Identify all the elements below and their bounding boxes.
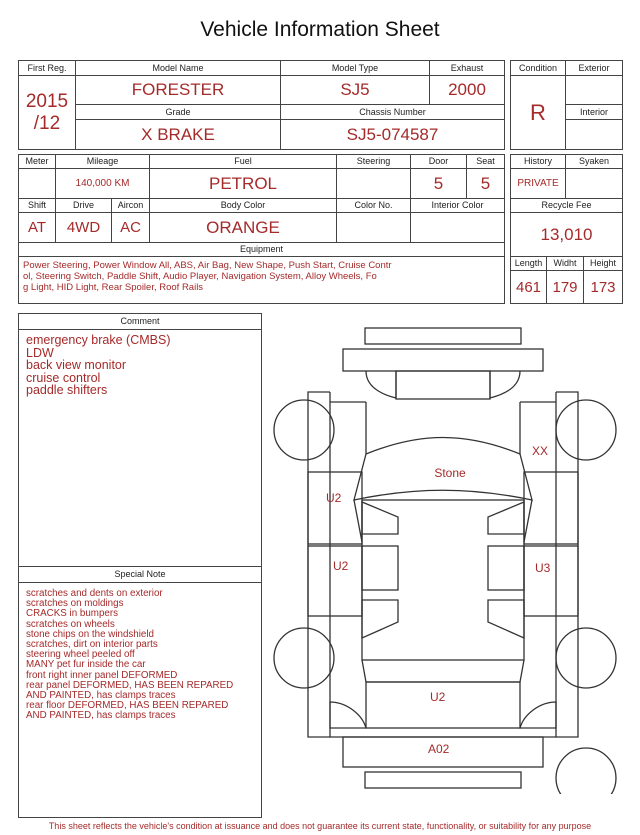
door-label: Door bbox=[411, 155, 467, 169]
front-right-light bbox=[490, 371, 520, 398]
color-no-value bbox=[337, 213, 411, 243]
condition-value: R bbox=[511, 76, 566, 150]
left-rear-window bbox=[362, 600, 398, 638]
color-no-label: Color No. bbox=[337, 199, 411, 213]
damage-mark-left-rear-door: U2 bbox=[333, 559, 349, 573]
note-item: AND PAINTED, has clamps traces bbox=[26, 710, 176, 722]
left-rear-door bbox=[308, 546, 362, 616]
width-label: Widht bbox=[547, 257, 584, 271]
rear-window bbox=[362, 660, 524, 682]
history-value: PRIVATE bbox=[511, 169, 566, 199]
damage-mark-front-right: XX bbox=[532, 444, 549, 458]
comment-header: Comment bbox=[19, 314, 261, 330]
interior-color-value bbox=[411, 213, 505, 243]
rear-right-wheel bbox=[556, 628, 616, 688]
right-front-door bbox=[524, 472, 578, 544]
shift-label: Shift bbox=[19, 199, 56, 213]
first-reg-month: /12 bbox=[33, 112, 61, 134]
body-color-label: Body Color bbox=[150, 199, 337, 213]
seat-value: 5 bbox=[467, 169, 505, 199]
right-rear-door bbox=[524, 546, 578, 616]
drive-value: 4WD bbox=[56, 213, 112, 243]
recycle-fee-value: 13,010 bbox=[511, 213, 623, 257]
note-item: rear panel DEFORMED, HAS BEEN REPARED bbox=[26, 679, 234, 691]
mileage-label: Mileage bbox=[56, 155, 150, 169]
left-side-outline bbox=[308, 392, 330, 737]
interior-label: Interior bbox=[566, 105, 623, 120]
length-label: Length bbox=[511, 257, 547, 271]
note-item: CRACKS in bumpers bbox=[26, 608, 119, 620]
recycle-fee-label: Recycle Fee bbox=[511, 199, 623, 213]
model-name-label: Model Name bbox=[76, 61, 281, 76]
note-item: steering wheel peeled off bbox=[26, 649, 135, 661]
chassis-label: Chassis Number bbox=[281, 105, 505, 120]
car-outline bbox=[274, 328, 616, 794]
fuel-value: PETROL bbox=[150, 169, 337, 199]
note-item: scratches and dents on exterior bbox=[26, 588, 163, 599]
front-bumper bbox=[343, 349, 543, 371]
damage-mark-left-front-door: U2 bbox=[326, 491, 342, 505]
height-value: 173 bbox=[584, 271, 623, 304]
first-reg-cell bbox=[19, 76, 76, 150]
comment-item: back view monitor bbox=[26, 358, 127, 372]
page-title: Vehicle Information Sheet bbox=[200, 18, 440, 41]
car-damage-diagram bbox=[270, 322, 620, 794]
equipment-text bbox=[19, 257, 505, 304]
note-item: stone chips on the windshield bbox=[26, 628, 154, 640]
body-color-value: ORANGE bbox=[150, 213, 337, 243]
damage-mark-rear-gate: U2 bbox=[430, 690, 446, 704]
equipment-line: g Light, HID Light, Rear Spoiler, Roof Rails bbox=[23, 282, 204, 293]
chassis-value: SJ5-074587 bbox=[281, 120, 505, 150]
a-pillars bbox=[354, 500, 532, 542]
condition-label: Condition bbox=[511, 61, 566, 76]
comment-item: cruise control bbox=[26, 370, 101, 385]
right-front-window bbox=[488, 502, 524, 534]
exhaust-label: Exhaust bbox=[430, 61, 505, 76]
left-front-door bbox=[308, 472, 362, 544]
comment-list bbox=[19, 330, 261, 397]
disclaimer-footer: This sheet reflects the vehicle's condition at issuance and does not guarantee its current state, functionality, or suitability for any purpose bbox=[48, 821, 592, 831]
grade-label: Grade bbox=[76, 105, 281, 120]
front-right-wheel bbox=[556, 400, 616, 460]
meter-label: Meter bbox=[19, 155, 56, 169]
exhaust-value: 2000 bbox=[430, 76, 505, 105]
history-label: History bbox=[511, 155, 566, 169]
exterior-value bbox=[566, 76, 623, 105]
equipment-line: Power Steering, Power Window All, ABS, Air Bag, New Shape, Push Start, Cruise Contr bbox=[23, 260, 392, 271]
comment-item: LDW bbox=[26, 345, 54, 360]
vehicle-header-table bbox=[18, 60, 505, 150]
interior-value bbox=[566, 120, 623, 150]
shift-value: AT bbox=[19, 213, 56, 243]
left-b-window bbox=[362, 546, 398, 590]
note-item: scratches on moldings bbox=[26, 598, 124, 610]
model-name-value: FORESTER bbox=[76, 76, 281, 105]
length-value: 461 bbox=[511, 271, 547, 304]
spare-wheel bbox=[556, 748, 616, 794]
damage-mark-right-rear-door: U3 bbox=[535, 561, 551, 575]
special-note-box bbox=[18, 566, 262, 818]
syaken-value bbox=[566, 169, 623, 199]
aircon-label: Aircon bbox=[112, 199, 150, 213]
note-item: AND PAINTED, has clamps traces bbox=[26, 690, 176, 702]
rear-bumper-bottom bbox=[365, 772, 521, 788]
note-item: scratches, dirt on interior parts bbox=[26, 639, 158, 651]
history-table bbox=[510, 154, 623, 304]
width-value: 179 bbox=[547, 271, 584, 304]
steering-label: Steering bbox=[337, 155, 411, 169]
damage-mark-rear-bumper: A02 bbox=[428, 742, 450, 756]
note-item: rear floor DEFORMED, HAS BEEN REPARED bbox=[26, 700, 229, 712]
meter-value bbox=[19, 169, 56, 199]
front-left-light bbox=[366, 371, 396, 398]
rear-left-wheel bbox=[274, 628, 334, 688]
grade-value: X BRAKE bbox=[76, 120, 281, 150]
grille bbox=[396, 371, 490, 399]
height-label: Height bbox=[584, 257, 623, 271]
note-item: scratches on wheels bbox=[26, 618, 115, 630]
front-left-wheel bbox=[274, 400, 334, 460]
interior-color-label: Interior Color bbox=[411, 199, 505, 213]
special-note-header: Special Note bbox=[19, 567, 261, 583]
drive-label: Drive bbox=[56, 199, 112, 213]
seat-label: Seat bbox=[467, 155, 505, 169]
right-b-window bbox=[488, 546, 524, 590]
model-type-label: Model Type bbox=[281, 61, 430, 76]
rear-right-light bbox=[520, 702, 556, 728]
specs-table bbox=[18, 154, 505, 304]
model-type-value: SJ5 bbox=[281, 76, 430, 105]
aircon-value: AC bbox=[112, 213, 150, 243]
condition-table bbox=[510, 60, 623, 150]
first-reg-label: First Reg. bbox=[19, 61, 76, 76]
door-value: 5 bbox=[411, 169, 467, 199]
fuel-label: Fuel bbox=[150, 155, 337, 169]
body-outline bbox=[330, 392, 556, 737]
left-front-window bbox=[362, 502, 398, 534]
exterior-label: Exterior bbox=[566, 61, 623, 76]
rear-gate bbox=[366, 682, 520, 728]
equipment-line: ol, Steering Switch, Paddle Shift, Audio Player, Navigation System, Alloy Wheels, Fo bbox=[23, 271, 377, 282]
damage-mark-stone: Stone bbox=[434, 466, 466, 480]
comment-item: paddle shifters bbox=[26, 383, 108, 397]
rear-left-light bbox=[330, 702, 366, 728]
syaken-label: Syaken bbox=[566, 155, 623, 169]
first-reg-year: 2015 bbox=[25, 90, 69, 112]
cabin bbox=[362, 500, 524, 660]
comment-box bbox=[18, 313, 262, 567]
mileage-value: 140,000 KM bbox=[56, 169, 150, 199]
equipment-label: Equipment bbox=[19, 243, 505, 257]
special-note-list bbox=[19, 583, 261, 722]
note-item: front right inner panel DEFORMED bbox=[26, 669, 178, 681]
right-rear-window bbox=[488, 600, 524, 638]
comment-item: emergency brake (CMBS) bbox=[26, 333, 171, 347]
front-bumper-top bbox=[365, 328, 521, 344]
steering-value bbox=[337, 169, 411, 199]
note-item: MANY pet fur inside the car bbox=[26, 659, 146, 671]
